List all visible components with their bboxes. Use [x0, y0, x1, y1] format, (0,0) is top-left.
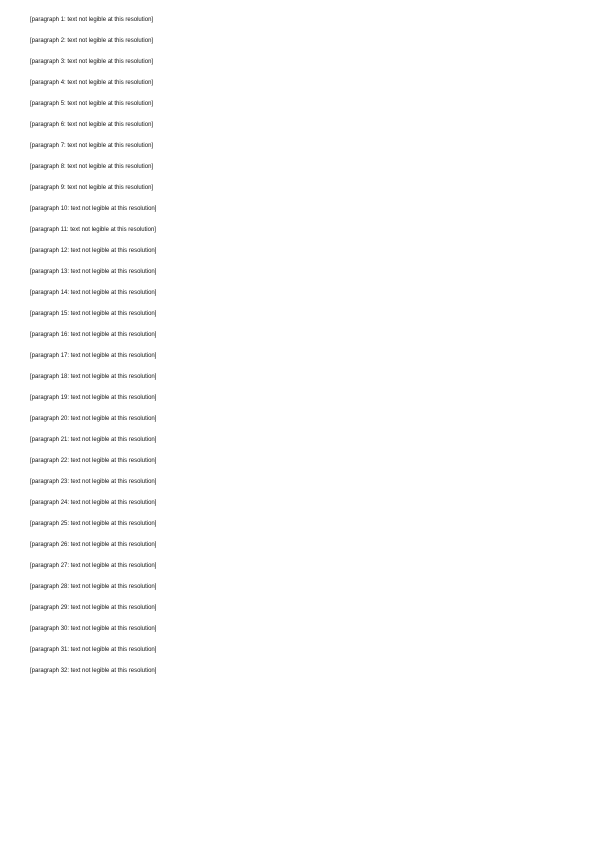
document-paragraph: [paragraph 14: text not legible at this resolution]	[30, 290, 157, 296]
document-paragraph: [paragraph 9: text not legible at this resolution]	[30, 185, 154, 191]
document-paragraph: [paragraph 27: text not legible at this resolution]	[30, 563, 157, 569]
document-paragraph: [paragraph 7: text not legible at this resolution]	[30, 143, 154, 149]
document-paragraph: [paragraph 23: text not legible at this resolution]	[30, 479, 157, 485]
document-paragraph: [paragraph 28: text not legible at this resolution]	[30, 584, 157, 590]
document-paragraph: [paragraph 5: text not legible at this resolution]	[30, 101, 154, 107]
document-paragraph: [paragraph 12: text not legible at this resolution]	[30, 248, 157, 254]
document-paragraph: [paragraph 13: text not legible at this resolution]	[30, 269, 157, 275]
document-paragraph: [paragraph 25: text not legible at this resolution]	[30, 521, 157, 527]
document-paragraph: [paragraph 8: text not legible at this resolution]	[30, 164, 154, 170]
document-paragraph: [paragraph 4: text not legible at this resolution]	[30, 80, 154, 86]
document-paragraph: [paragraph 18: text not legible at this resolution]	[30, 374, 157, 380]
document-paragraph: [paragraph 10: text not legible at this resolution]	[30, 206, 157, 212]
document-paragraph: [paragraph 1: text not legible at this resolution]	[30, 17, 154, 23]
document-paragraph: [paragraph 2: text not legible at this resolution]	[30, 38, 154, 44]
document-paragraph: [paragraph 15: text not legible at this resolution]	[30, 311, 157, 317]
document-paragraph: [paragraph 29: text not legible at this resolution]	[30, 605, 157, 611]
document-paragraph: [paragraph 30: text not legible at this resolution]	[30, 626, 157, 632]
document-paragraph: [paragraph 24: text not legible at this resolution]	[30, 500, 157, 506]
document-paragraph: [paragraph 21: text not legible at this resolution]	[30, 437, 157, 443]
document-paragraph: [paragraph 6: text not legible at this resolution]	[30, 122, 154, 128]
document-paragraph: [paragraph 32: text not legible at this resolution]	[30, 668, 157, 674]
document-paragraph: [paragraph 16: text not legible at this resolution]	[30, 332, 157, 338]
document-paragraph: [paragraph 26: text not legible at this resolution]	[30, 542, 157, 548]
document-paragraph: [paragraph 22: text not legible at this resolution]	[30, 458, 157, 464]
document-paragraph: [paragraph 19: text not legible at this resolution]	[30, 395, 157, 401]
document-paragraph: [paragraph 17: text not legible at this resolution]	[30, 353, 157, 359]
document-paragraph: [paragraph 31: text not legible at this resolution]	[30, 647, 157, 653]
document-paragraph: [paragraph 3: text not legible at this resolution]	[30, 59, 154, 65]
document-paragraph: [paragraph 11: text not legible at this resolution]	[30, 227, 156, 233]
document-paragraph: [paragraph 20: text not legible at this resolution]	[30, 416, 157, 422]
